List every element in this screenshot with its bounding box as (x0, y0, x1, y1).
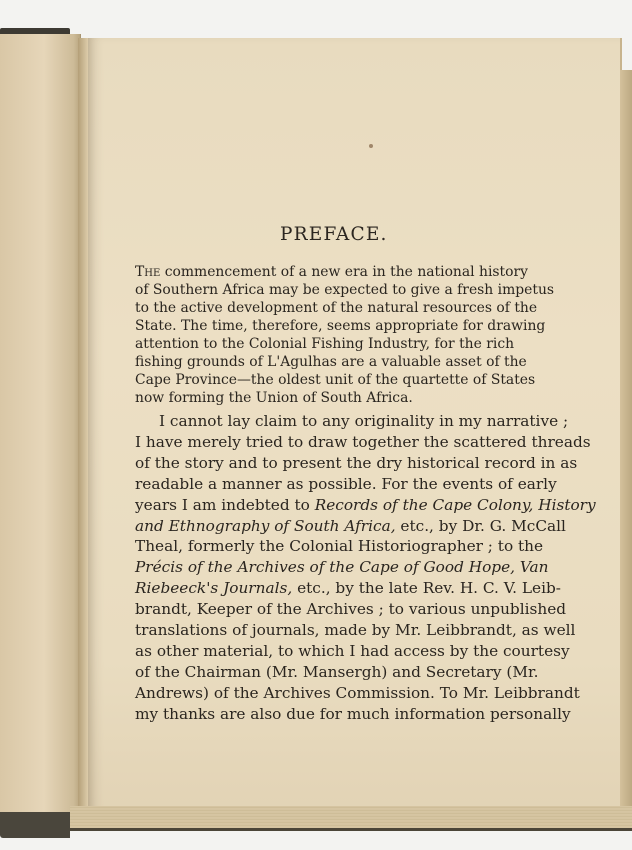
page-block-bottom (70, 806, 632, 831)
left-page (0, 34, 81, 814)
text-line: readable a manner as possible. For the events of early (135, 474, 557, 493)
text-line: my thanks are also due for much information personally (135, 704, 571, 723)
text-line (135, 263, 545, 281)
paragraph-2 (135, 411, 596, 725)
text-line: translations of journals, made by Mr. Leibbrandt, as well (135, 621, 576, 640)
paragraph-1 (135, 263, 555, 407)
line-text: etc., by Dr. G. McCall (395, 516, 566, 535)
text-line: Andrews) of the Archives Commission. To Mr. Leibbrandt (135, 683, 580, 702)
text-line (135, 516, 580, 537)
text-line: State. The time, therefore, seems appropriate for drawing (135, 318, 546, 334)
text-line: fishing grounds of L'Agulhas are a valuable asset of the (135, 354, 527, 370)
text-line: now forming the Union of South Africa. (135, 390, 413, 406)
text-line: I cannot lay claim to any originality in my narrative ; (159, 412, 569, 430)
text-line (135, 557, 580, 578)
text-line: attention to the Colonial Fishing Industry, for the rich (135, 336, 515, 352)
text-line: brandt, Keeper of the Archives ; to various unpublished (135, 600, 567, 619)
book-title-italic: Précis of the Archives of the Cape of Good Hope, Van (135, 558, 549, 577)
line-text: years I am indebted to (135, 495, 315, 514)
book-title-italic: Riebeeck's Journals, (135, 579, 293, 598)
text-line: of the Chairman (Mr. Mansergh) and Secretary (Mr. (135, 662, 539, 681)
drop-word: The (135, 264, 161, 280)
text-line (135, 578, 580, 599)
text-line: Theal, formerly the Colonial Historiographer ; to the (135, 537, 544, 556)
line-text: commencement of a new era in the national history (160, 264, 528, 280)
text-line: of the story and to present the dry historical record in as (135, 453, 578, 472)
text-line: of Southern Africa may be expected to give a fresh impetus (135, 282, 555, 298)
text-line: I have merely tried to draw together the scattered threads (135, 432, 591, 451)
text-line: to the active development of the natural resources of the (135, 300, 538, 316)
page-heading: PREFACE. (280, 224, 388, 245)
text-line: Cape Province—the oldest unit of the quartette of States (135, 372, 536, 388)
book-cover-bottom (0, 812, 70, 838)
text-line: as other material, to which I had access by the courtesy (135, 641, 570, 660)
text-line (135, 495, 596, 516)
page-fore-edge (620, 70, 632, 822)
paper-foxing-spot (369, 144, 373, 148)
line-text: etc., by the late Rev. H. C. V. Leib- (292, 579, 561, 598)
book-title-italic: Records of the Cape Colony, History (314, 495, 596, 514)
book-title-italic: and Ethnography of South Africa, (135, 516, 396, 535)
